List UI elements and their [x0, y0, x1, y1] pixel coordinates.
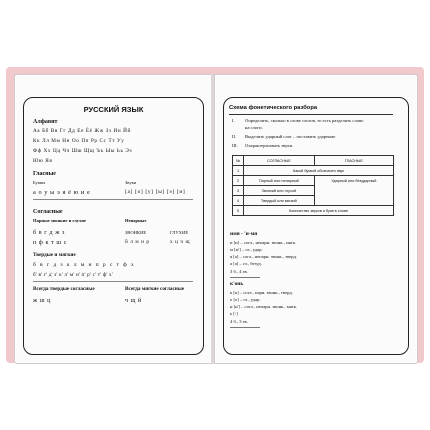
example2-word: к'онь	[230, 281, 244, 287]
soft-row: б' в' г' д' з' к' л' м' н' п' р' с' т' ф' х'	[33, 272, 113, 278]
step-text: Выделить ударный слог – поставить ударение.	[245, 134, 337, 139]
alphabet-heading: Алфавит	[33, 119, 58, 125]
voiced-label: ЗВОНКИЕ	[125, 230, 147, 235]
page-title: РУССКИЙ ЯЗЫК	[83, 105, 144, 114]
table-cell: 1	[233, 166, 244, 176]
unpaired-voiced: й л м н р	[125, 239, 150, 245]
table-row	[233, 166, 394, 176]
table-header-row	[233, 156, 394, 166]
scheme-title: Схема фонетического разбора	[229, 105, 318, 111]
divider	[33, 199, 193, 200]
consonants-heading: Согласные	[33, 209, 63, 215]
sounds-label: Звуки	[125, 180, 137, 185]
step-text: Определить, сколько в слове слогов, то есть разделить слово	[245, 118, 364, 123]
example-summary: 3 б., 4 зв.	[230, 269, 248, 274]
vowels-heading: Гласные	[33, 171, 56, 177]
table-cell: 3	[233, 186, 244, 196]
example-line: м [м'] – гл., удар.	[230, 247, 263, 252]
table-header: №	[233, 156, 244, 166]
left-page	[14, 74, 213, 364]
example-line: а [а] – гл., безуд.	[230, 261, 262, 266]
always-soft: ч щ й	[125, 298, 142, 304]
table-cell: 5	[233, 206, 244, 216]
example-line: н [н'] – согл., непарн. звонк., мягк.	[230, 304, 297, 309]
step-text: Охарактеризовать звуки.	[245, 143, 294, 148]
example-line: о [о] – гл., удар.	[230, 297, 261, 302]
example1-word: имя - 'и-мя	[230, 231, 258, 237]
example-line: и [и] – согл., непарн. звонк., мягк.	[230, 240, 297, 245]
step-text: на слоги.	[245, 125, 263, 130]
example-summary: 4 б., 3 зв.	[230, 319, 248, 324]
table-row	[233, 176, 394, 186]
table-cell: Парный или непарный	[244, 176, 315, 186]
table-header: ГЛАСНЫЕ	[314, 156, 393, 166]
table-cell: 2	[233, 176, 244, 186]
table-cell: Звонкий или глухой	[244, 186, 315, 196]
alphabet-row: Юю Яя	[33, 158, 53, 164]
table-cell: Ударный или безударный	[314, 176, 393, 206]
paired-label: Парные звонкие и глухие	[33, 218, 87, 223]
title-underline	[229, 114, 393, 115]
example-line: ь [-]	[230, 311, 238, 316]
voiceless-label: ГЛУХИЕ	[170, 230, 189, 235]
example-line: к [к] – согл., парн. звонк., тверд.	[230, 290, 293, 295]
alphabet-row: Кк Лл Мм Нн Оо Пп Рр Сс Тт Уу	[33, 138, 125, 144]
unpaired-label: Непарные	[125, 218, 147, 223]
divider	[230, 277, 260, 278]
vowel-letters: а о у ы э я ё ю и е	[33, 189, 91, 196]
always-hard-label: Всегда твердые согласные	[33, 286, 95, 292]
phonetic-table	[232, 155, 394, 216]
table-cell: Количество звуков и букв в слове	[244, 206, 394, 216]
always-hard: ж ш ц	[33, 298, 51, 304]
step-number: III.	[232, 143, 238, 148]
step-number: II.	[232, 134, 237, 139]
table-cell: Какой буквой обозначен звук	[244, 166, 394, 176]
divider	[230, 327, 260, 328]
unpaired-voiceless: х ц ч щ	[170, 239, 191, 245]
alphabet-row: Аа Бб Вв Гг Дд Ее Ёё Жж Зз Ии Йй	[33, 128, 131, 134]
alphabet-row: Фф Хх Цц Чч Шш Щщ Ъъ Ыы Ьь Ээ	[33, 148, 133, 154]
vowel-sounds: [а] [о] [у] [ы] [э] [и]	[125, 189, 186, 195]
table-cell: 4	[233, 196, 244, 206]
always-soft-label: Всегда мягкие согласные	[125, 286, 185, 292]
step-number: I.	[232, 118, 235, 123]
table-row	[233, 206, 394, 216]
table-header: СОГЛАСНЫЕ	[244, 156, 315, 166]
left-page-frame	[23, 97, 204, 355]
table-cell: Твердый или мягкий	[244, 196, 315, 206]
letters-label: Буквы	[33, 180, 46, 185]
divider	[33, 281, 193, 282]
hard-row: б в г д з к л м н п р с т ф х	[33, 262, 136, 268]
hard-soft-label: Твердые и мягкие	[33, 252, 76, 258]
example-line: я [а] – согл., непарн. звонк., тверд.	[230, 254, 298, 259]
paired-voiced: б в г д ж з	[33, 230, 66, 236]
paired-voiceless: п ф к т ш с	[33, 240, 68, 246]
